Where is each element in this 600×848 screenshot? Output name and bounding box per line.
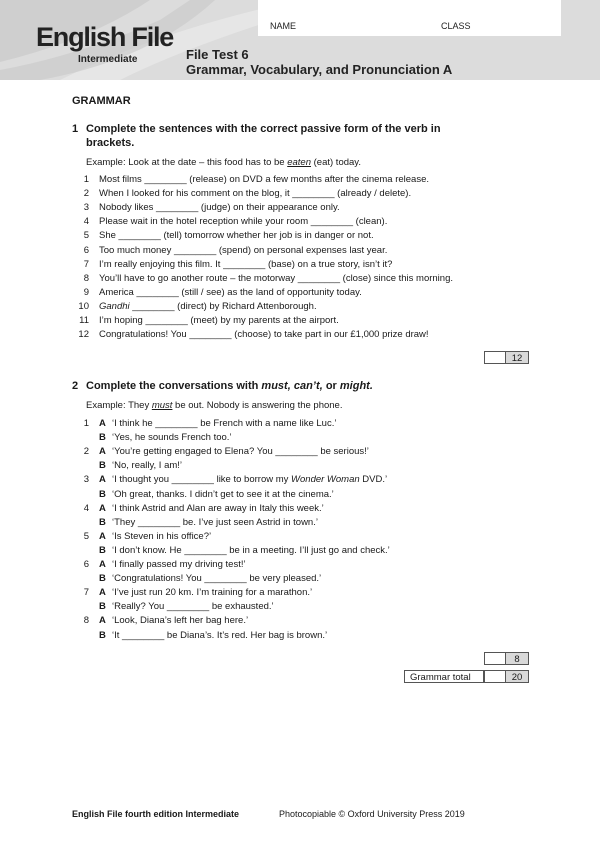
q2-instruction: Complete the conversations with must, can’t, or might. [86, 380, 373, 392]
q2-line-text: ‘Congratulations! You ________ be very pleased.’ [112, 573, 322, 585]
q1-item-number: 4 [83, 216, 89, 228]
header-band [0, 0, 600, 80]
q1-item-number: 10 [78, 300, 89, 312]
q1-item [73, 201, 553, 215]
q2-line-text: ‘Oh great, thanks. I didn’t get to see it at the cinema.’ [112, 488, 334, 500]
q2-speaker: A [99, 559, 106, 570]
grammar-total-label: Grammar total [404, 670, 484, 683]
q2-speaker: B [99, 573, 106, 585]
q2-line [73, 600, 553, 614]
q2-line [73, 558, 553, 572]
q2-item-number: 7 [83, 587, 89, 599]
q2-line-text: ‘I think Astrid and Alan are away in Italy this week.’ [112, 502, 324, 514]
brand-logo: English File [36, 22, 174, 52]
q2-speaker: A [99, 502, 106, 514]
q2-speaker: B [99, 488, 106, 500]
q1-item-text: I’m really enjoying this film. It ________ (base) on a true story, isn’t it? [99, 258, 393, 270]
q2-speaker: A [99, 474, 106, 486]
q1-instruction-line2: brackets. [86, 137, 135, 149]
q2-speaker: A [99, 587, 106, 599]
q2-line-text: ‘I don’t know. He ________ be in a meeting. I’ll just go and check.’ [112, 544, 390, 556]
name-label: NAME [270, 21, 297, 31]
q2-speaker: A [99, 418, 106, 429]
q2-speaker: B [99, 544, 106, 556]
q1-item [73, 272, 553, 286]
q1-item-number: 3 [83, 202, 89, 214]
q2-line [73, 586, 553, 600]
q2-line-text: ‘I think he ________ be French with a name like Luc.’ [112, 418, 337, 429]
q1-item-number: 1 [83, 174, 89, 185]
name-class-box [258, 0, 561, 36]
q1-item-number: 9 [83, 286, 89, 298]
q1-item-number: 7 [83, 258, 89, 270]
q2-line [73, 530, 553, 544]
q2-line-text: ‘Look, Diana’s left her bag here.’ [112, 615, 249, 627]
q1-instruction-line1: Complete the sentences with the correct passive form of the verb in [86, 123, 441, 135]
q1-score: 12 [505, 351, 529, 364]
q1-item-text: I’m hoping ________ (meet) by my parents at the airport. [99, 315, 339, 326]
q1-item-text: When I looked for his comment on the blog, it ________ (already / delete). [99, 188, 412, 200]
footer-edition: English File fourth edition Intermediate [72, 809, 240, 819]
q2-line-text: ‘I’ve just run 20 km. I’m training for a marathon.’ [112, 587, 313, 599]
q2-item-number: 8 [83, 615, 89, 627]
q2-line-text: ‘No, really, I am!’ [112, 460, 183, 472]
q1-item [73, 258, 553, 272]
q2-item-number: 6 [83, 559, 89, 570]
q2-line [73, 629, 553, 643]
brand-level: Intermediate [78, 54, 138, 65]
q1-item [73, 173, 553, 187]
q1-item-text: Nobody likes ________ (judge) on their appearance only. [99, 202, 340, 214]
q2-line-text: ‘They ________ be. I’ve just seen Astrid in town.’ [112, 516, 318, 528]
q1-item-number: 12 [78, 329, 89, 341]
q1-item [73, 286, 553, 300]
test-subtitle: Grammar, Vocabulary, and Pronunciation A [186, 62, 453, 77]
q2-item-number: 1 [83, 418, 89, 429]
q2-item-number: 4 [83, 502, 89, 514]
q1-number: 1 [72, 123, 79, 135]
q2-line-text: ‘It ________ be Diana’s. It’s red. Her bag is brown.’ [112, 629, 328, 641]
q1-item-text: America ________ (still / see) as the land of opportunity today. [99, 286, 362, 298]
grammar-total-box [484, 670, 506, 683]
q2-line [73, 459, 553, 473]
q1-item [73, 244, 553, 258]
q1-item-text: Gandhi ________ (direct) by Richard Attenborough. [99, 300, 317, 312]
q2-score: 8 [505, 652, 529, 665]
test-title: File Test 6 [186, 47, 249, 62]
q2-speaker: A [99, 446, 106, 458]
q1-item-text: Please wait in the hotel reception while your room ________ (clean). [99, 216, 388, 228]
q1-item [73, 215, 553, 229]
q1-item-text: Most films ________ (release) on DVD a few months after the cinema release. [99, 174, 430, 185]
q2-speaker: A [99, 530, 106, 542]
q2-line [73, 544, 553, 558]
q2-line [73, 516, 553, 530]
q2-line-text: ‘I thought you ________ like to borrow my Wonder Woman DVD.’ [112, 474, 388, 486]
q2-speaker: B [99, 516, 106, 528]
q1-item [73, 187, 553, 201]
q1-item-number: 5 [83, 230, 89, 242]
q2-line [73, 572, 553, 586]
q2-speaker: B [99, 432, 106, 444]
q1-item-text: She ________ (tell) tomorrow whether her job is in danger or not. [99, 230, 374, 242]
q2-line-text: ‘Really? You ________ be exhausted.’ [112, 601, 274, 613]
q1-item-text: Congratulations! You ________ (choose) to take part in our £1,000 prize draw! [99, 329, 429, 341]
grammar-total-score: 20 [505, 670, 529, 683]
q2-item-number: 3 [83, 474, 89, 486]
section-title: GRAMMAR [72, 95, 131, 107]
q2-line [73, 431, 553, 445]
q1-item [73, 300, 553, 314]
q2-speaker: B [99, 601, 106, 613]
q2-line-text: ‘Is Steven in his office?’ [112, 530, 212, 542]
q2-line-text: ‘I finally passed my driving test!’ [112, 559, 246, 570]
q1-item [73, 328, 553, 342]
q2-item-number: 2 [83, 446, 89, 458]
q2-line [73, 488, 553, 502]
q2-number: 2 [72, 380, 79, 392]
q2-example: Example: They must be out. Nobody is answering the phone. [86, 400, 343, 411]
q1-item-number: 8 [83, 272, 89, 284]
q1-item-number: 11 [79, 315, 89, 326]
q2-speaker: B [99, 629, 106, 641]
footer-copyright: Photocopiable © Oxford University Press 2019 [279, 809, 465, 819]
q1-item-number: 6 [83, 244, 89, 256]
q1-score-box [484, 351, 506, 364]
q2-line [73, 473, 553, 487]
q2-item-number: 5 [83, 530, 89, 542]
class-label: CLASS [441, 21, 471, 31]
q1-example: Example: Look at the date – this food has to be eaten (eat) today. [86, 157, 361, 168]
q2-speaker: B [99, 460, 106, 472]
q2-line [73, 417, 553, 431]
q2-line [73, 614, 553, 628]
q1-item [73, 314, 553, 328]
q2-line-text: ‘Yes, he sounds French too.’ [112, 432, 232, 444]
q1-item-number: 2 [83, 188, 89, 200]
q2-line [73, 502, 553, 516]
q2-speaker: A [99, 615, 106, 627]
q1-item-text: Too much money ________ (spend) on personal expenses last year. [99, 244, 388, 256]
q2-score-box [484, 652, 506, 665]
q2-line [73, 445, 553, 459]
q1-item [73, 229, 553, 243]
q2-line-text: ‘You’re getting engaged to Elena? You ________ be serious!’ [112, 446, 369, 458]
q1-item-text: You’ll have to go another route – the motorway ________ (close) since this morning. [99, 272, 454, 284]
